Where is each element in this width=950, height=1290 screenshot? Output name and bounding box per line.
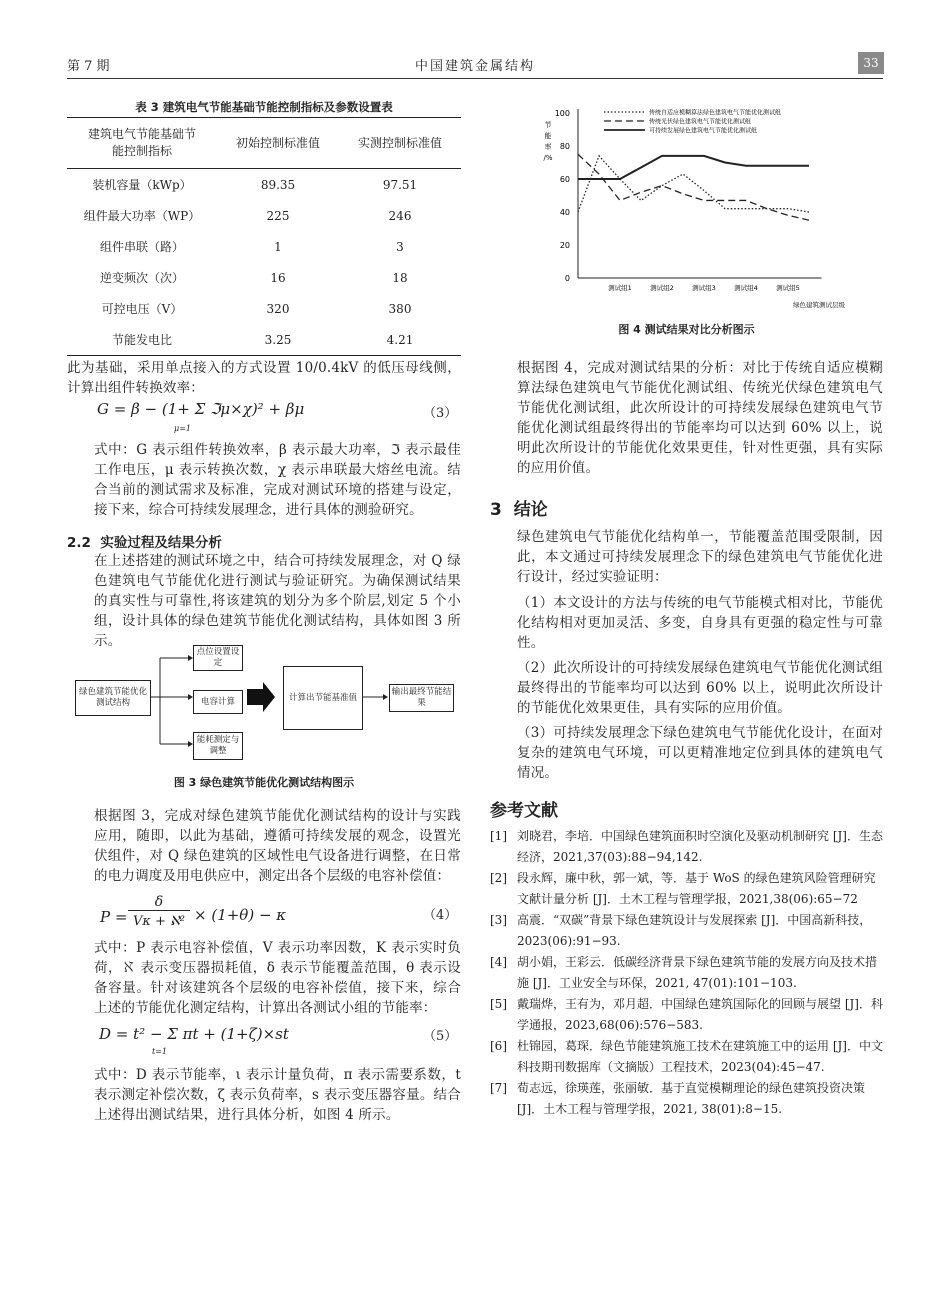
legend-solid-series-label: 可持续发展绿色建筑电气节能优化测试组	[649, 127, 758, 135]
x-tick-label: 测试组3	[692, 284, 716, 292]
y-axis-label: 率	[544, 143, 552, 151]
table-cell: 组件串联（路）	[99, 240, 184, 254]
table3-header-measured: 实测控制标准值	[339, 118, 461, 169]
reference-item	[490, 868, 883, 910]
table3	[67, 117, 461, 356]
figure-4-caption: 图 4 测试结果对比分析图示	[618, 323, 755, 336]
table-cell: 节能发电比	[67, 324, 217, 356]
table-row	[67, 169, 461, 201]
series-line-dotted	[578, 156, 809, 212]
equation-4-rest: × (1+θ) − κ	[194, 906, 287, 924]
table-cell: 18	[392, 270, 408, 285]
reference-text: 荀志远，徐瑛莲，张丽敏．基于直觉模糊理论的绿色建筑投资决策 [J]．土木工程与管理学报，2021, 38(01):8−15.	[517, 1081, 866, 1116]
series-line-solid	[578, 156, 809, 179]
fig3-box-benchmark: 计算出节能基准值	[283, 666, 363, 730]
equation-5-sub: t=1	[152, 1047, 168, 1056]
fig3-box-capacitance: 电容计算	[193, 690, 243, 714]
x-tick-label: 测试组2	[650, 284, 674, 292]
table-cell: 320	[266, 301, 290, 316]
paragraph: 在上述搭建的测试环境之中，结合可持续发展理念，对 Q 绿色建筑电气节能优化进行测试与验证研究。为确保测试结果的真实性与可靠性,将该建筑的划分为多个阶层,划定 5 个小组，设计具体的绿色建筑节能优化测试结构，具体如图 3 所示。	[94, 553, 461, 649]
issue-number: 第 7 期	[67, 59, 110, 74]
reference-item	[490, 1036, 883, 1078]
reference-number: [4]	[490, 955, 507, 969]
y-tick-label: 100	[554, 109, 570, 118]
equation-4-number: （4）	[423, 908, 458, 923]
reference-item	[490, 1078, 883, 1120]
y-axis-label: 节	[544, 121, 552, 129]
x-tick-label: 测试组1	[608, 284, 632, 292]
header-rule	[67, 78, 883, 79]
paragraph: 此为基础，采用单点接入的方式设置 10/0.4kV 的低压母线侧，计算出组件转换效率：	[67, 360, 461, 396]
y-tick-label: 80	[559, 142, 570, 151]
equation-5: D = t² − Σ πt + (1+ζ)×st	[99, 1025, 289, 1043]
table-cell: 3.25	[217, 324, 339, 356]
y-tick-label: 0	[564, 274, 570, 283]
table-row	[67, 324, 461, 356]
table3-header-initial: 初始控制标准值	[217, 118, 339, 169]
y-axis-label: 能	[544, 132, 552, 140]
reference-item	[490, 910, 883, 952]
paragraph: 根据图 3，完成对绿色建筑节能优化测试结构的设计与实践应用，随即，以此为基础，遵循可持续发展的观念，设置光伏组件，对 Q 绿色建筑的区域性电气设备进行调整，在日常的电力调度及用电供应中，测定出各个层级的电容补偿值：	[94, 808, 461, 884]
table-cell: 89.35	[260, 177, 296, 192]
equation-4-numerator: δ	[128, 894, 190, 911]
y-tick-label: 60	[559, 175, 570, 184]
reference-item	[490, 826, 883, 868]
reference-number: [6]	[490, 1039, 507, 1053]
table-cell: 可控电压（V）	[101, 302, 183, 316]
reference-text: 杜锦园，葛琛．绿色节能建筑施工技术在建筑施工中的运用 [J]．中文科技期刊数据库（文摘版）工程技术，2023(04):45−47.	[517, 1039, 883, 1074]
fig3-box-energy-consumption: 能耗测定与调整	[193, 732, 243, 760]
paragraph: 式中：P 表示电容补偿值，V 表示功率因数，K 表示实时负荷，ℵ 表示变压器损耗值，δ 表示节能覆盖范围，θ 表示设备容量。针对该建筑各个层级的电容补偿值，接下来，综合上述的节能优化测定结构，计算出各测试小组的节能率：	[94, 940, 461, 1016]
reference-text: 刘晓君，李培．中国绿色建筑面积时空演化及驱动机制研究 [J]．生态经济，2021,37(03):88−94,142.	[517, 829, 883, 864]
equation-3: G = β − (1+ Σ ℑμ×χ)² + βμ	[97, 400, 305, 418]
table-cell: 组件最大功率（WP）	[83, 209, 201, 223]
reference-number: [3]	[490, 913, 507, 927]
paragraph: （3）可持续发展理念下绿色建筑电气节能优化设计，在面对复杂的建筑电气环境，可以更精准地定位到具体的建筑电气情况。	[517, 725, 883, 781]
table3-header-indicator: 建筑电气节能基础节 能控制指标	[67, 118, 217, 169]
reference-number: [1]	[490, 829, 507, 843]
table-row	[67, 200, 461, 231]
page-number: 33	[858, 52, 884, 74]
paragraph: 绿色建筑电气节能优化结构单一，节能覆盖范围受限制，因此，本文通过可持续发展理念下的绿色建筑电气节能优化进行设计，经过实验证明：	[517, 529, 883, 585]
reference-text: 段永辉，廉中秋，郭一斌，等．基于 WoS 的绿色建筑风险管理研究文献计量分析 [J]．土木工程与管理学报，2021,38(06):65−72	[517, 871, 876, 906]
equation-3-number: （3）	[423, 406, 458, 421]
table-row	[67, 293, 461, 324]
x-axis-label: 绿色建筑测试层级	[793, 301, 845, 309]
paragraph: （1）本文设计的方法与传统的电气节能模式相对比，节能优化结构相对更加灵活、多变，自身具有更强的稳定性与可靠性。	[517, 595, 883, 651]
reference-number: [7]	[490, 1081, 507, 1095]
table-cell: 246	[388, 208, 412, 223]
figure-3-caption: 图 3 绿色建筑节能优化测试结构图示	[173, 776, 355, 789]
table-cell: 3	[396, 239, 404, 254]
legend-dashed-series-label: 传统光伏绿色建筑电气节能优化测试组	[649, 118, 752, 126]
y-tick-label: 20	[559, 241, 570, 250]
reference-text: 高震．“双碳”背景下绿色建筑设计与发展探索 [J]．中国高新科技，2023(06):91−93.	[517, 913, 872, 948]
x-tick-label: 测试组4	[734, 284, 758, 292]
table-cell: 装机容量（kWp）	[92, 178, 192, 192]
section-2-2-heading: 2.2 实验过程及结果分析	[67, 535, 222, 551]
y-axis-label: /%	[543, 154, 553, 162]
x-tick-label: 测试组5	[776, 284, 800, 292]
figure-4-chart	[520, 105, 850, 315]
y-tick-label: 40	[559, 208, 570, 217]
reference-item	[490, 994, 883, 1036]
paragraph: 式中：D 表示节能率，ι 表示计量负荷，π 表示需要系数，t 表示测定补偿次数，ζ 表示负荷率，s 表示变压器容量。结合上述得出测试结果，进行具体分析，如图 4 所示。	[94, 1067, 461, 1123]
reference-text: 戴瑞烨，王有为，邓月超．中国绿色建筑国际化的回顾与展望 [J]．科学通报，2023,68(06):576−583.	[517, 997, 883, 1032]
fig3-box-structure: 绿色建筑节能优化测试结构	[75, 680, 151, 716]
equation-5-number: （5）	[423, 1029, 458, 1044]
table3-title: 表 3 建筑电气节能基础节能控制指标及参数设置表	[135, 100, 393, 114]
paragraph: （2）此次所设计的可持续发展绿色建筑电气节能优化测试组最终得出的节能率均可以达到 60% 以上，说明此次所设计的节能优化效果更佳，具有实际的应用价值。	[517, 660, 883, 716]
references-heading: 参考文献	[490, 801, 558, 821]
table-cell: 380	[388, 301, 412, 316]
equation-3-sub: μ=1	[174, 424, 191, 433]
reference-number: [2]	[490, 871, 507, 885]
table-cell: 1	[274, 239, 282, 254]
table-row	[67, 262, 461, 293]
table-cell: 4.21	[339, 324, 461, 356]
legend-dotted-series-label: 传统自适应模糊算法绿色建筑电气节能优化测试组	[649, 109, 782, 117]
table-cell: 16	[270, 270, 286, 285]
paragraph: 式中：G 表示组件转换效率，β 表示最大功率，ℑ 表示最佳工作电压，μ 表示转换次数，χ 表示串联最大熔丝电流。结合当前的测试需求及标准，完成对测试环境的搭建与设定，接下来，综合可持续发展理念，进行具体的测验研究。	[94, 442, 461, 518]
table-cell: 97.51	[382, 177, 418, 192]
fig3-box-output: 输出最终节能结果	[389, 684, 454, 712]
fig3-box-point-setting: 点位设置设定	[193, 645, 243, 671]
table-cell: 225	[266, 208, 290, 223]
section-3-heading: 3 结论	[490, 500, 548, 520]
journal-title: 中国建筑金属结构	[414, 59, 535, 74]
reference-item	[490, 952, 883, 994]
series-line-dashed	[578, 154, 809, 220]
table-cell: 逆变频次（次）	[99, 271, 184, 285]
reference-number: [5]	[490, 997, 507, 1011]
reference-text: 胡小娟，王彩云．低碳经济背景下绿色建筑节能的发展方向及技术措施 [J]．工业安全与环保，2021, 47(01):101−103.	[517, 955, 878, 990]
equation-4-denominator: Vκ + ℵ²	[133, 914, 185, 929]
table-row	[67, 231, 461, 262]
paragraph: 根据图 4，完成对测试结果的分析：对比于传统自适应模糊算法绿色建筑电气节能优化测试组、传统光伏绿色建筑电气节能优化测试组，此次所设计的可持续发展绿色建筑电气节能优化测试组最终得出的节能率均可以达到 60% 以上，说明此次所设计的节能优化效果更佳，针对性更强，具有实际的应用价值。	[517, 360, 883, 476]
equation-4-lhs: P =	[100, 908, 128, 926]
